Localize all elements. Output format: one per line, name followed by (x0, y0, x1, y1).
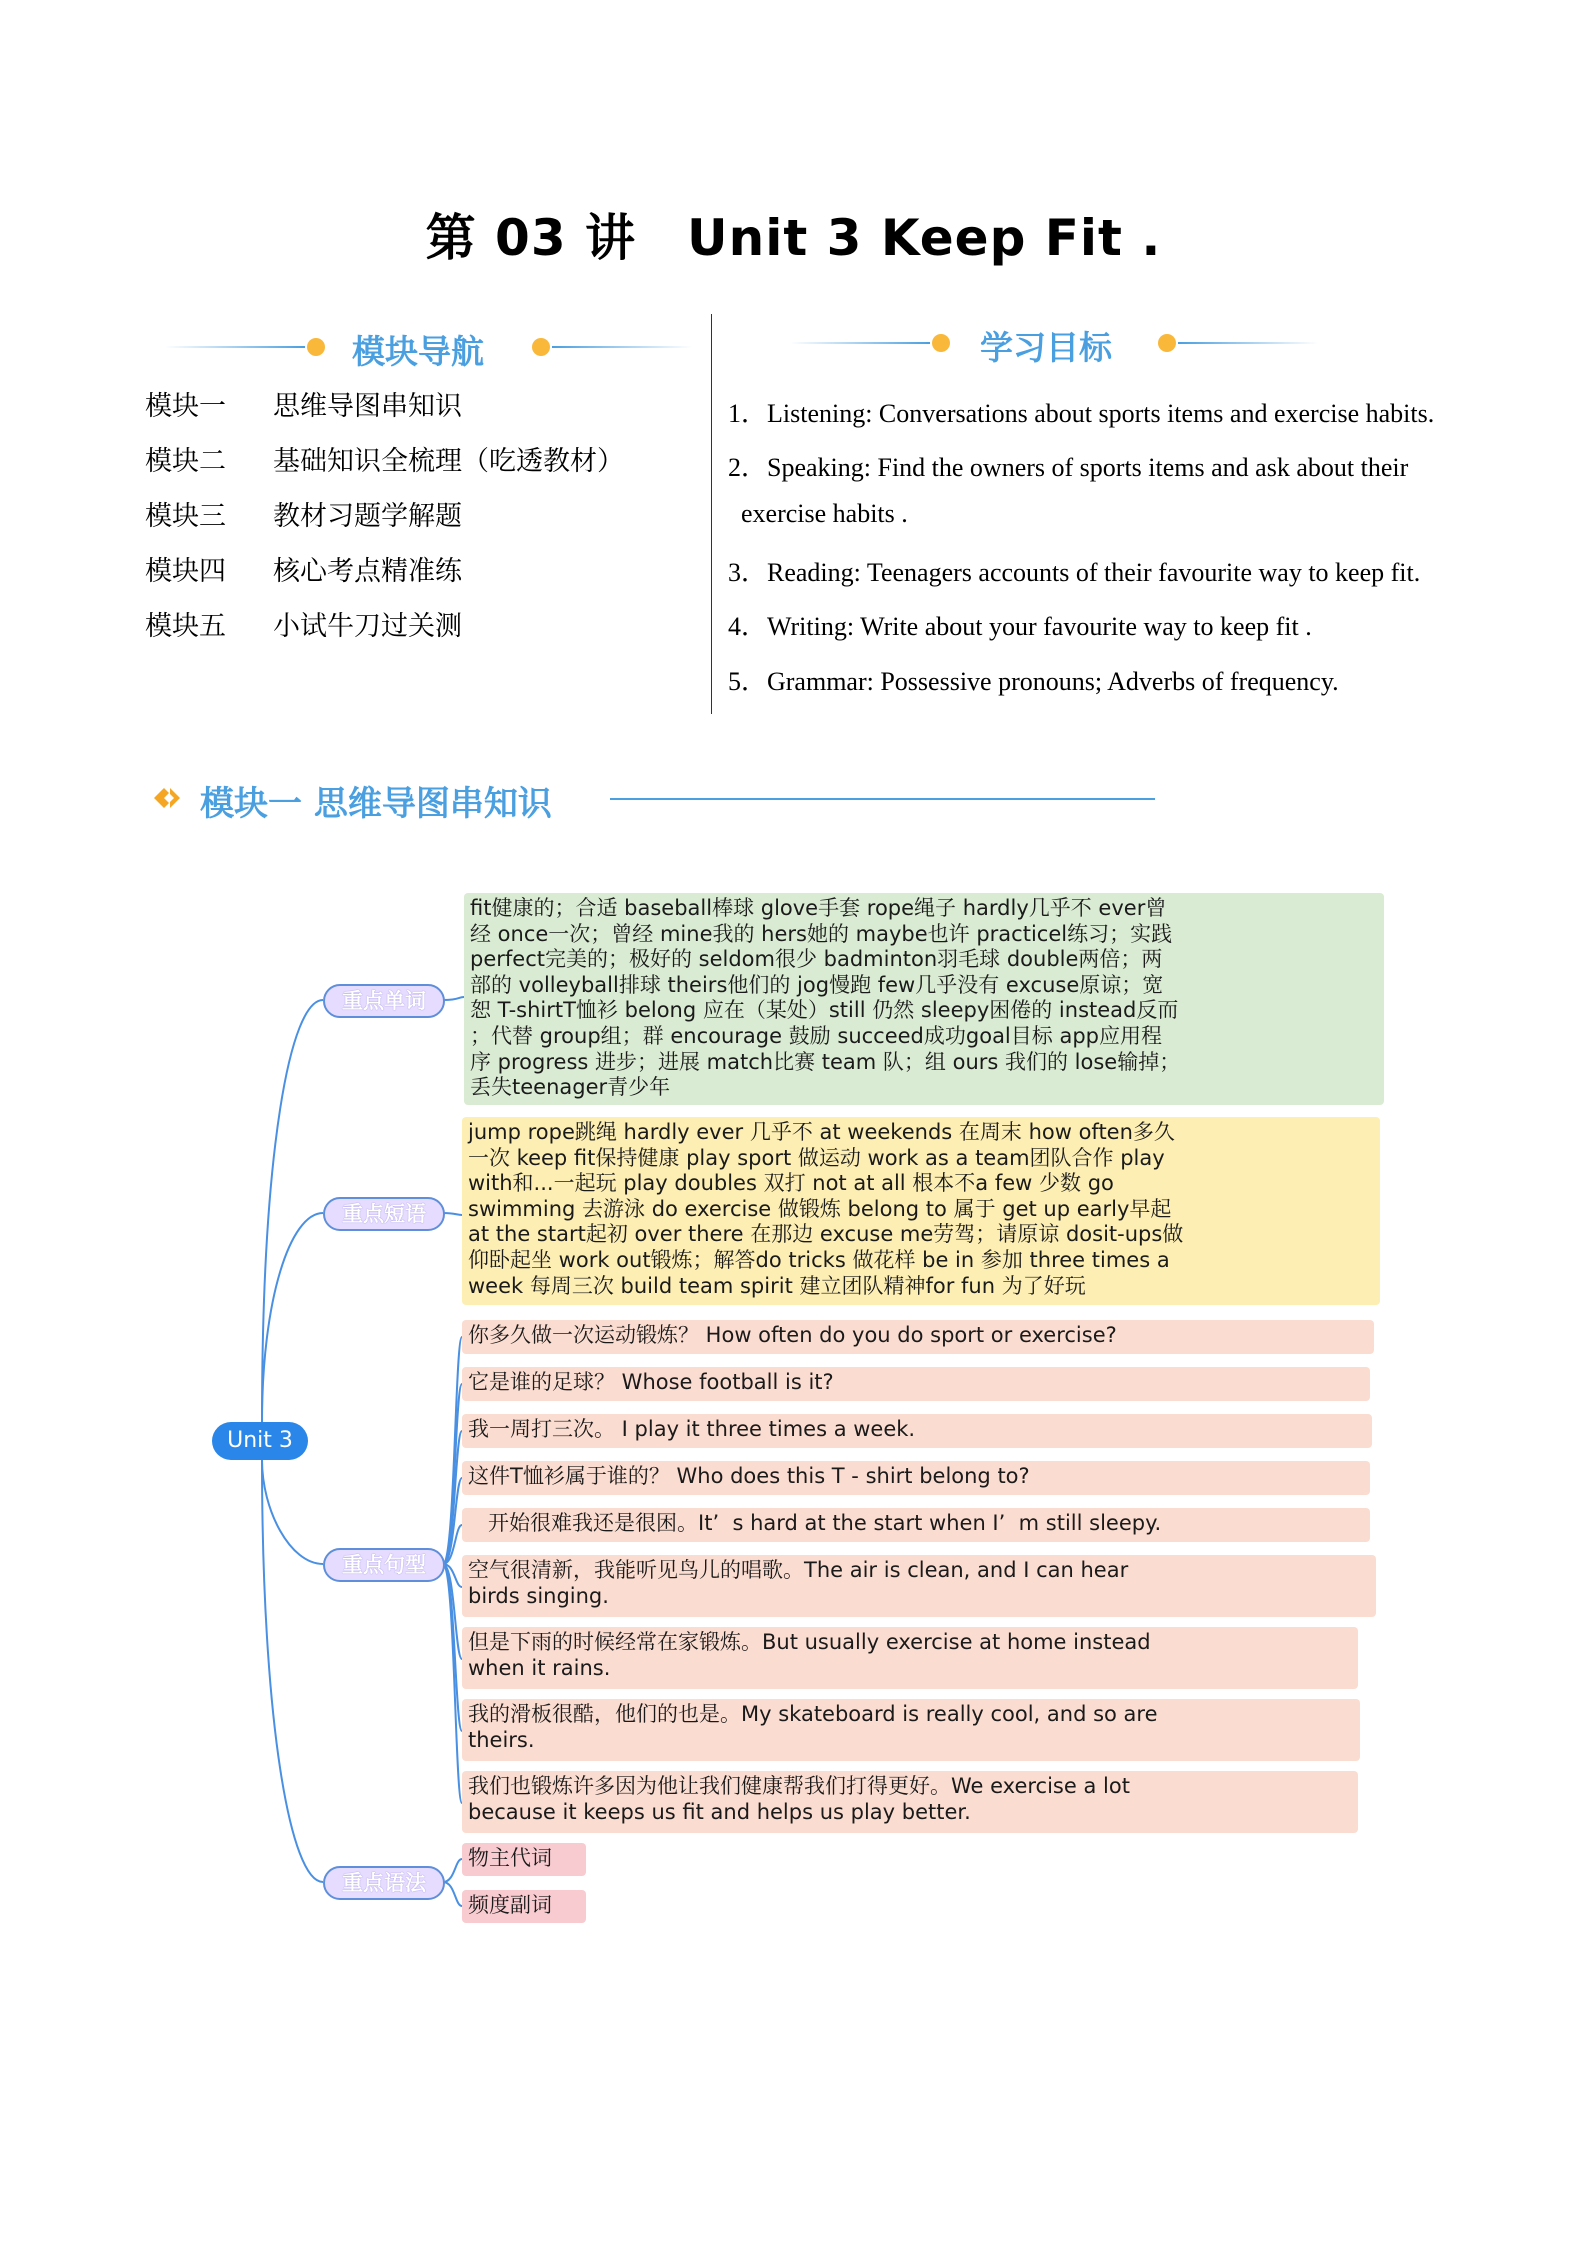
key-phrases-box: jump rope跳绳 hardly ever 几乎不 at weekends 在周末 how often多久 一次 keep fit保持健康 play sport 做运动 work as a team团队合作 play with和...一起玩 play doubles 双打 not at all 根本不a few 少数 go swimming 去游泳 do exercise 做锻炼 belong to 属于 get up early早起 at the start起初 over there 在那边 excuse me劳驾；请原谅 dosit-ups做 仰卧起坐 work out锻炼；解答do tricks 做花样 be in 参加 three times a week 每周三次 build team spirit 建立团队精神for fun 为了好玩 (462, 1117, 1380, 1305)
goal-2-cont: exercise habits . (741, 499, 908, 528)
sentence-2: 它是谁的足球？ Whose football is it? (462, 1367, 1370, 1401)
sentence-4: 这件T恤衫属于谁的？ Who does this T - shirt belong to? (462, 1461, 1370, 1495)
module-one-heading: 模块一 思维导图串知识 (200, 784, 552, 824)
page-title: 第 03 讲 Unit 3 Keep Fit . (425, 209, 1162, 267)
goal-1: 1．Listening: Conversations about sports items and exercise habits. (728, 399, 1435, 428)
sentence-9: 我们也锻炼许多因为他让我们健康帮我们打得更好。We exercise a lot because it keeps us fit and helps us play better. (462, 1771, 1358, 1833)
nav-item-5: 模块五 小试牛刀过关测 (145, 611, 462, 642)
goal-4: 4．Writing: Write about your favourite way to keep fit . (728, 612, 1312, 641)
sentence-8: 我的滑板很酷，他们的也是。My skateboard is really cool, and so are theirs. (462, 1699, 1360, 1761)
branch-key-grammar: 重点语法 (323, 1866, 445, 1900)
goals-heading: 学习目标 (980, 328, 1112, 367)
mindmap-root: Unit 3 (212, 1422, 308, 1460)
grammar-possessive-pronouns: 物主代词 (462, 1843, 586, 1876)
sentence-3: 我一周打三次。 I play it three times a week. (462, 1414, 1372, 1448)
branch-key-phrases: 重点短语 (323, 1197, 445, 1231)
branch-key-sentences: 重点句型 (323, 1548, 445, 1582)
goal-3: 3．Reading: Teenagers accounts of their favourite way to keep fit. (728, 558, 1421, 587)
nav-item-4: 模块四 核心考点精准练 (145, 556, 462, 587)
goal-5: 5．Grammar: Possessive pronouns; Adverbs of frequency. (728, 667, 1339, 696)
nav-heading: 模块导航 (352, 332, 484, 371)
nav-item-1: 模块一 思维导图串知识 (145, 391, 462, 422)
nav-item-3: 模块三 教材习题学解题 (145, 501, 462, 532)
sentence-1: 你多久做一次运动锻炼？ How often do you do sport or exercise? (462, 1320, 1374, 1354)
branch-key-words: 重点单词 (323, 984, 445, 1018)
goal-2: 2．Speaking: Find the owners of sports items and ask about their (728, 453, 1409, 482)
nav-item-2: 模块二 基础知识全梳理（吃透教材） (145, 446, 624, 477)
sentence-7: 但是下雨的时候经常在家锻炼。But usually exercise at home instead when it rains. (462, 1627, 1358, 1689)
key-words-box: fit健康的；合适 baseball棒球 glove手套 rope绳子 hardly几乎不 ever曾 经 once一次；曾经 mine我的 hers她的 maybe也许 practicel练习；实践 perfect完美的；极好的 seldom很少 badminton羽毛球 double两倍；两 部的 volleyball排球 theirs他们的 jog慢跑 few几乎没有 excuse原谅；宽 恕 T-shirtT恤衫 belong 应在（某处）still 仍然 sleepy困倦的 instead反而 ；代替 group组；群 encourage 鼓励 succeed成功goal目标 app应用程 序 progress 进步；进展 match比赛 team 队；组 ours 我们的 lose输掉； 丢失teenager青少年 (464, 893, 1384, 1105)
sentence-6: 空气很清新，我能听见鸟儿的唱歌。The air is clean, and I can hear birds singing. (462, 1555, 1376, 1617)
grammar-adverbs-of-frequency: 频度副词 (462, 1890, 586, 1923)
sentence-5: 开始很难我还是很困。It’ s hard at the start when I’ m still sleepy. (462, 1508, 1370, 1542)
